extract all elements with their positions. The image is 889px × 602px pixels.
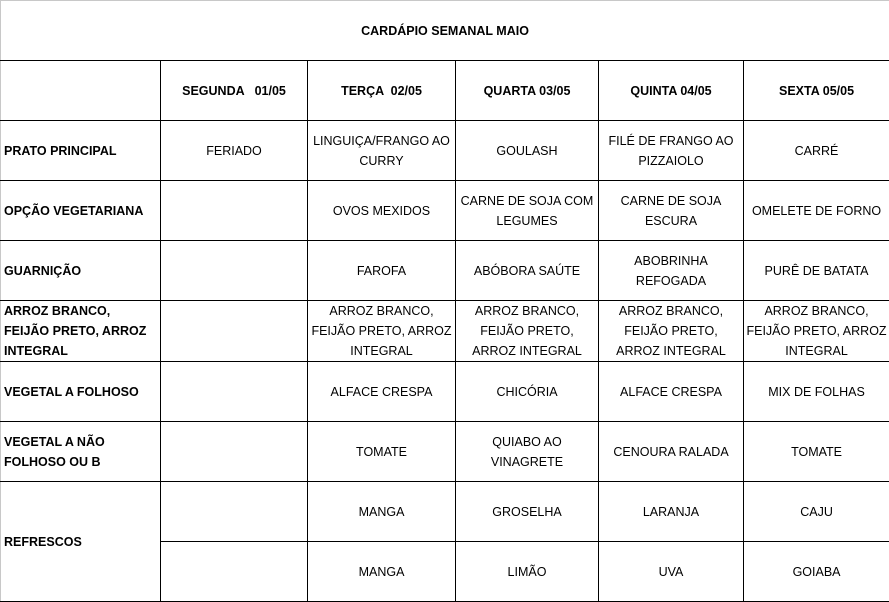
refrescos-row <box>1 482 889 542</box>
day-header: SEGUNDA 01/05 <box>161 61 308 121</box>
menu-cell: CAJU <box>744 482 889 542</box>
day-header: QUARTA 03/05 <box>456 61 599 121</box>
menu-cell: CARNE DE SOJA COM LEGUMES <box>456 181 599 241</box>
menu-row <box>1 121 889 181</box>
header-row <box>1 61 889 121</box>
row-label: VEGETAL A NÃO FOLHOSO OU B <box>1 422 161 482</box>
menu-cell: GROSELHA <box>456 482 599 542</box>
menu-cell: OMELETE DE FORNO <box>744 181 889 241</box>
menu-cell: GOULASH <box>456 121 599 181</box>
menu-cell: QUIABO AO VINAGRETE <box>456 422 599 482</box>
row-label: ARROZ BRANCO, FEIJÃO PRETO, ARROZ INTEGRAL <box>1 301 161 362</box>
menu-cell: LINGUIÇA/FRANGO AO CURRY <box>308 121 456 181</box>
row-label: REFRESCOS <box>1 482 161 602</box>
row-label: VEGETAL A FOLHOSO <box>1 362 161 422</box>
menu-cell: OVOS MEXIDOS <box>308 181 456 241</box>
menu-cell: PURÊ DE BATATA <box>744 241 889 301</box>
day-header: TERÇA 02/05 <box>308 61 456 121</box>
menu-row <box>1 362 889 422</box>
day-header: SEXTA 05/05 <box>744 61 889 121</box>
row-label: PRATO PRINCIPAL <box>1 121 161 181</box>
menu-row <box>1 301 889 362</box>
menu-cell: ARROZ BRANCO, FEIJÃO PRETO, ARROZ INTEGRAL <box>599 301 744 362</box>
menu-cell <box>161 482 308 542</box>
menu-cell: UVA <box>599 542 744 602</box>
menu-title: CARDÁPIO SEMANAL MAIO <box>1 1 889 61</box>
menu-cell <box>161 422 308 482</box>
menu-cell: ARROZ BRANCO, FEIJÃO PRETO, ARROZ INTEGRAL <box>308 301 456 362</box>
menu-cell: FILÉ DE FRANGO AO PIZZAIOLO <box>599 121 744 181</box>
menu-cell <box>161 301 308 362</box>
menu-cell: CARRÉ <box>744 121 889 181</box>
menu-cell: ARROZ BRANCO, FEIJÃO PRETO, ARROZ INTEGRAL <box>456 301 599 362</box>
menu-cell: ARROZ BRANCO, FEIJÃO PRETO, ARROZ INTEGRAL <box>744 301 889 362</box>
menu-cell: ALFACE CRESPA <box>308 362 456 422</box>
menu-cell: ABOBRINHA REFOGADA <box>599 241 744 301</box>
row-label: OPÇÃO VEGETARIANA <box>1 181 161 241</box>
menu-cell: TOMATE <box>308 422 456 482</box>
day-header: QUINTA 04/05 <box>599 61 744 121</box>
menu-cell: CARNE DE SOJA ESCURA <box>599 181 744 241</box>
menu-cell: GOIABA <box>744 542 889 602</box>
menu-cell: CHICÓRIA <box>456 362 599 422</box>
menu-cell: MANGA <box>308 542 456 602</box>
menu-cell: FERIADO <box>161 121 308 181</box>
menu-row <box>1 181 889 241</box>
menu-cell <box>161 362 308 422</box>
menu-cell: CENOURA RALADA <box>599 422 744 482</box>
menu-cell <box>161 542 308 602</box>
menu-row <box>1 422 889 482</box>
menu-cell <box>161 181 308 241</box>
menu-cell: MANGA <box>308 482 456 542</box>
menu-cell <box>161 241 308 301</box>
menu-cell: ALFACE CRESPA <box>599 362 744 422</box>
row-label: GUARNIÇÃO <box>1 241 161 301</box>
menu-cell: TOMATE <box>744 422 889 482</box>
menu-cell: LARANJA <box>599 482 744 542</box>
menu-row <box>1 241 889 301</box>
menu-cell: LIMÃO <box>456 542 599 602</box>
menu-cell: FAROFA <box>308 241 456 301</box>
corner-cell <box>1 61 161 121</box>
menu-cell: ABÓBORA SAÚTE <box>456 241 599 301</box>
menu-cell: MIX DE FOLHAS <box>744 362 889 422</box>
